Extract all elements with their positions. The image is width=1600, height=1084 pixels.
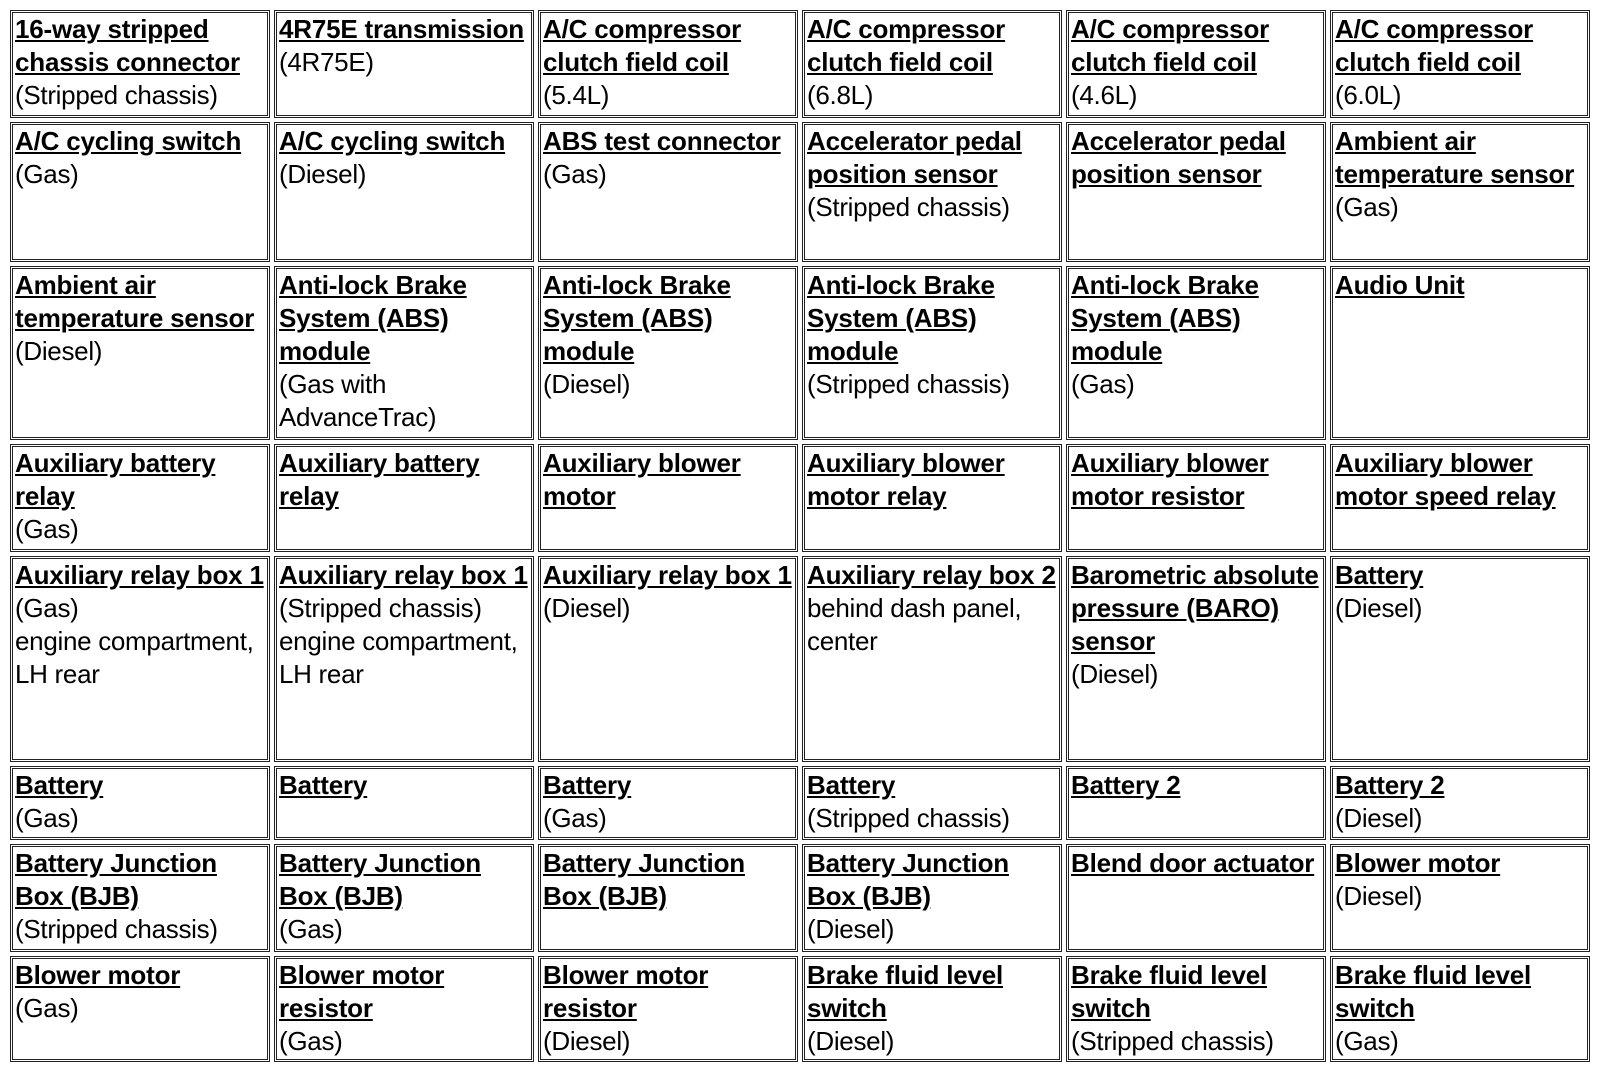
- component-link[interactable]: Brake fluid level switch: [1335, 960, 1532, 1023]
- table-cell: [538, 122, 798, 262]
- table-cell: [1330, 10, 1590, 118]
- component-link[interactable]: Battery: [279, 770, 368, 800]
- component-note: (Gas): [543, 803, 607, 833]
- component-link[interactable]: Auxiliary relay box 2: [807, 560, 1056, 590]
- component-note: (Diesel): [1335, 593, 1423, 623]
- table-cell: [274, 266, 534, 440]
- component-note: (Diesel): [279, 159, 367, 189]
- table-cell: [1330, 266, 1590, 440]
- component-note: (Stripped chassis): [807, 803, 1010, 833]
- table-cell: [10, 956, 270, 1062]
- table-cell: [274, 766, 534, 840]
- table-cell: [538, 444, 798, 552]
- component-link[interactable]: Battery Junction Box (BJB): [543, 848, 745, 911]
- component-link[interactable]: Blower motor resistor: [543, 960, 709, 1023]
- component-link[interactable]: Anti-lock Brake System (ABS) module: [807, 270, 995, 366]
- component-note: (Stripped chassis): [1071, 1026, 1274, 1056]
- component-note: (Diesel): [543, 593, 631, 623]
- table-cell: [1330, 956, 1590, 1062]
- table-cell: [274, 10, 534, 118]
- table-cell: [1066, 844, 1326, 952]
- table-cell: [274, 444, 534, 552]
- component-link[interactable]: Blend door actuator: [1071, 848, 1315, 878]
- table-row: [10, 10, 1590, 118]
- table-cell: [1330, 556, 1590, 762]
- table-row: [10, 556, 1590, 762]
- component-note: (Gas with AdvanceTrac): [279, 369, 437, 432]
- component-link[interactable]: Battery: [15, 770, 104, 800]
- table-cell: [538, 556, 798, 762]
- component-link[interactable]: Battery Junction Box (BJB): [15, 848, 217, 911]
- component-link[interactable]: Auxiliary relay box 1: [279, 560, 528, 590]
- table-cell: [1066, 122, 1326, 262]
- component-note: behind dash panel, center: [807, 593, 1022, 656]
- table-cell: [274, 122, 534, 262]
- component-link[interactable]: Battery: [1335, 560, 1424, 590]
- component-link[interactable]: Blower motor: [1335, 848, 1501, 878]
- component-note: (Gas): [279, 914, 343, 944]
- component-note: (Gas): [15, 159, 79, 189]
- component-link[interactable]: Auxiliary battery relay: [15, 448, 216, 511]
- table-row: [10, 444, 1590, 552]
- table-cell: [10, 444, 270, 552]
- component-note: (Gas): [1335, 1026, 1399, 1056]
- component-link[interactable]: Anti-lock Brake System (ABS) module: [1071, 270, 1259, 366]
- component-link[interactable]: Auxiliary relay box 1: [543, 560, 792, 590]
- table-cell: [10, 556, 270, 762]
- component-note: (4R75E): [279, 47, 374, 77]
- component-link[interactable]: Auxiliary blower motor resistor: [1071, 448, 1269, 511]
- component-link[interactable]: A/C compressor clutch field coil: [543, 14, 742, 77]
- component-note: (5.4L): [543, 80, 610, 110]
- component-link[interactable]: Ambient air temperature sensor: [1335, 126, 1575, 189]
- component-note: (Gas): [15, 514, 79, 544]
- table-cell: [802, 266, 1062, 440]
- component-link[interactable]: Battery 2: [1335, 770, 1445, 800]
- table-row: [10, 766, 1590, 840]
- table-cell: [10, 266, 270, 440]
- table-cell: [538, 766, 798, 840]
- component-link[interactable]: Battery Junction Box (BJB): [279, 848, 481, 911]
- table-row: [10, 122, 1590, 262]
- component-note: (6.8L): [807, 80, 874, 110]
- component-link[interactable]: Auxiliary blower motor: [543, 448, 741, 511]
- component-link[interactable]: Brake fluid level switch: [1071, 960, 1268, 1023]
- component-link[interactable]: A/C compressor clutch field coil: [1071, 14, 1270, 77]
- component-link[interactable]: Anti-lock Brake System (ABS) module: [543, 270, 731, 366]
- table-row: [10, 844, 1590, 952]
- component-note: (Gas): [1071, 369, 1135, 399]
- table-cell: [1066, 766, 1326, 840]
- table-cell: [10, 10, 270, 118]
- component-note: (Stripped chassis): [15, 80, 218, 110]
- table-cell: [538, 266, 798, 440]
- table-cell: [538, 10, 798, 118]
- table-cell: [802, 766, 1062, 840]
- component-link[interactable]: Blower motor: [15, 960, 181, 990]
- table-cell: [802, 556, 1062, 762]
- component-note: (Stripped chassis): [807, 369, 1010, 399]
- component-link[interactable]: Battery: [807, 770, 896, 800]
- component-link[interactable]: Anti-lock Brake System (ABS) module: [279, 270, 467, 366]
- component-link[interactable]: Accelerator pedal position sensor: [807, 126, 1022, 189]
- component-note: (4.6L): [1071, 80, 1138, 110]
- component-note: (Diesel): [543, 1026, 631, 1056]
- component-note: (Gas): [1335, 192, 1399, 222]
- component-note: (Stripped chassis): [279, 593, 482, 623]
- table-cell: [1066, 956, 1326, 1062]
- table-cell: [274, 956, 534, 1062]
- table-cell: [538, 956, 798, 1062]
- component-link[interactable]: Auxiliary blower motor relay: [807, 448, 1005, 511]
- component-link[interactable]: Brake fluid level switch: [807, 960, 1004, 1023]
- component-note: (Diesel): [1335, 803, 1423, 833]
- table-cell: [1330, 122, 1590, 262]
- table-cell: [802, 844, 1062, 952]
- component-link[interactable]: Accelerator pedal position sensor: [1071, 126, 1286, 189]
- table-cell: [1330, 444, 1590, 552]
- component-note: (Gas): [15, 593, 79, 623]
- table-cell: [1066, 556, 1326, 762]
- component-note: (6.0L): [1335, 80, 1402, 110]
- component-link[interactable]: Auxiliary relay box 1: [15, 560, 264, 590]
- table-cell: [1066, 10, 1326, 118]
- component-note: (Diesel): [543, 369, 631, 399]
- component-link[interactable]: A/C cycling switch: [15, 126, 242, 156]
- component-link[interactable]: Battery Junction Box (BJB): [807, 848, 1009, 911]
- component-link[interactable]: Ambient air temperature sensor: [15, 270, 255, 333]
- table-cell: [538, 844, 798, 952]
- component-note: engine compartment, LH rear: [279, 626, 518, 689]
- table-cell: [1330, 766, 1590, 840]
- table-row: [10, 956, 1590, 1062]
- component-link[interactable]: Auxiliary battery relay: [279, 448, 480, 511]
- component-note: (Stripped chassis): [807, 192, 1010, 222]
- component-link[interactable]: 4R75E transmission: [279, 14, 524, 44]
- component-link[interactable]: A/C cycling switch: [279, 126, 506, 156]
- component-note: (Gas): [279, 1026, 343, 1056]
- component-note: (Gas): [15, 993, 79, 1023]
- component-link[interactable]: A/C compressor clutch field coil: [1335, 14, 1534, 77]
- component-link[interactable]: Blower motor resistor: [279, 960, 445, 1023]
- table-cell: [802, 444, 1062, 552]
- component-note: (Diesel): [807, 1026, 895, 1056]
- table-cell: [274, 844, 534, 952]
- table-cell: [802, 10, 1062, 118]
- component-note: (Gas): [15, 803, 79, 833]
- component-link[interactable]: Auxiliary blower motor speed relay: [1335, 448, 1556, 511]
- table-cell: [802, 122, 1062, 262]
- component-note: (Diesel): [807, 914, 895, 944]
- component-link[interactable]: Battery 2: [1071, 770, 1181, 800]
- component-note: engine compartment, LH rear: [15, 626, 254, 689]
- component-location-table: [6, 6, 1594, 1066]
- component-link[interactable]: Battery: [543, 770, 632, 800]
- component-link[interactable]: Barometric absolute pressure (BARO) sensor: [1071, 560, 1319, 656]
- table-cell: [1066, 444, 1326, 552]
- table-cell: [1066, 266, 1326, 440]
- table-cell: [10, 122, 270, 262]
- table-cell: [10, 766, 270, 840]
- component-note: (Gas): [543, 159, 607, 189]
- component-link[interactable]: A/C compressor clutch field coil: [807, 14, 1006, 77]
- table-cell: [802, 956, 1062, 1062]
- table-body: [10, 10, 1590, 1062]
- component-note: (Stripped chassis): [15, 914, 218, 944]
- component-note: (Diesel): [15, 336, 103, 366]
- component-note: (Diesel): [1071, 659, 1159, 689]
- table-cell: [10, 844, 270, 952]
- table-cell: [274, 556, 534, 762]
- component-link[interactable]: Audio Unit: [1335, 270, 1465, 300]
- table-cell: [1330, 844, 1590, 952]
- component-link[interactable]: ABS test connector: [543, 126, 781, 156]
- component-link[interactable]: 16-way stripped chassis connector: [15, 14, 240, 77]
- table-row: [10, 266, 1590, 440]
- component-note: (Diesel): [1335, 881, 1423, 911]
